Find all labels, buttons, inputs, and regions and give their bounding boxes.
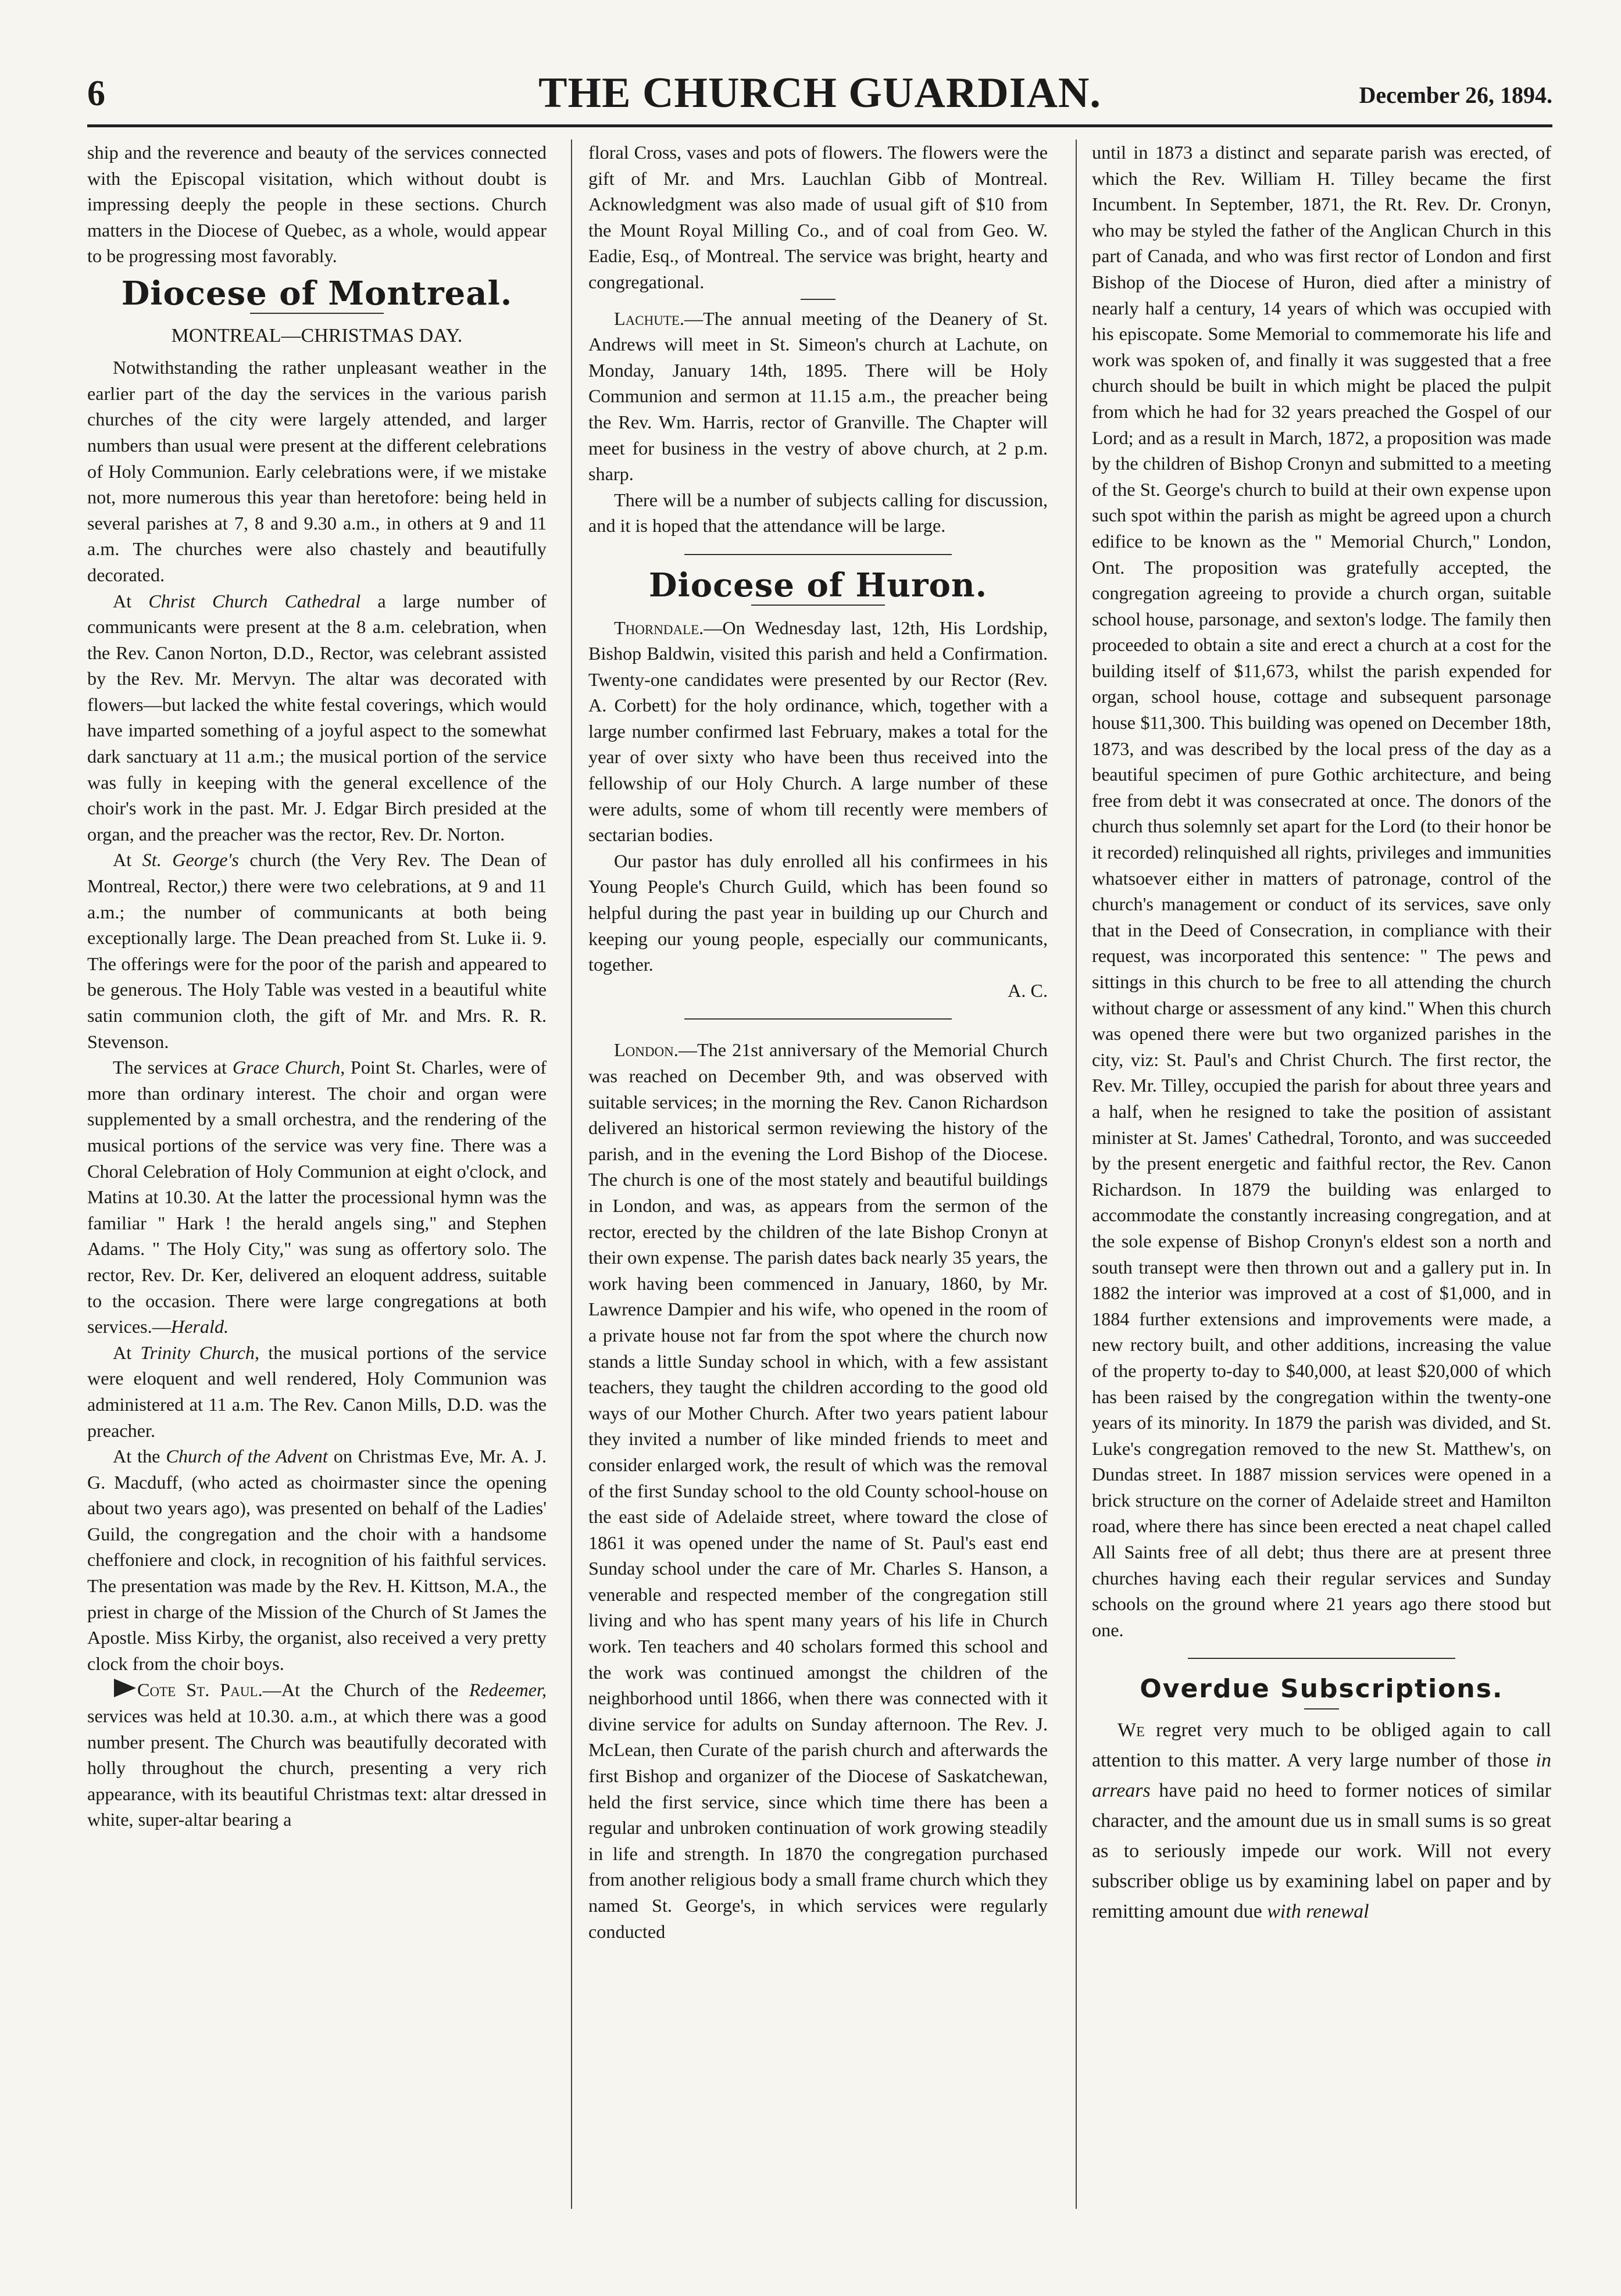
section-heading-huron: Diocese of Huron. <box>648 566 988 605</box>
article-subheading: MONTREAL—CHRISTMAS DAY. <box>171 324 463 346</box>
article-paragraph: Thorndale.—On Wednesday last, 12th, His Lordship, Bishop Baldwin, visited this parish and held a Confirmation. Twenty-one candidates were presented by our Rector (Rev. A. Corbett) for the holy ordinance, which, together with a large number confirmed last February, makes a total for the year of over sixty who have been thus received into the fellowship of our Holy Church. A large number of these were adults, some of whom till recently were members of sectarian bodies. <box>588 617 1048 846</box>
article-paragraph: At Christ Church Cathedral a large number of communicants were present at the 8 a.m. celebration, when the Rev. Canon Norton, D.D., Rector, was celebrant assisted by the Rev. Mr. Mervyn. The altar was decorated with flowers—but lacked the white festal coverings, which would have imparted something of a joyful aspect to the somewhat dark sanctuary at 11 a.m.; the musical portion of the service was fully in keeping with the general excellence of the choir's work in the past. Mr. J. Edgar Birch presided at the organ, and the preacher was the rector, Rev. Dr. Norton. <box>87 590 547 845</box>
article-paragraph: Our pastor has duly enrolled all his confirmees in his Young People's Church Guild, which has been found so helpful during the past year in building up our Church and keeping our young people, especially our communicants, together. <box>588 850 1048 975</box>
article-paragraph: Cote St. Paul.—At the Church of the Redeemer, services was held at 10.30. a.m., at which there was a good number present. The Church was beautifully decorated with holly throughout the church, presenting a very rich appearance, with its beautiful Christmas text: altar dressed in white, super-altar bearing a <box>87 1676 547 1833</box>
masthead-rule <box>87 124 1552 127</box>
place-name: London. <box>614 1039 679 1061</box>
issue-date: December 26, 1894. <box>1359 82 1552 108</box>
article-paragraph: floral Cross, vases and pots of flowers. The flowers were the gift of Mr. and Mrs. Lauchlan Gibb of Montreal. Acknowledgment was also made of usual gift of $10 from the Mount Royal Milling Co., and of coal from Geo. W. Eadie, Esq., of Montreal. The service was bright, hearty and congregational. <box>588 142 1048 292</box>
section-heading-montreal: Diocese of Montreal. <box>121 274 513 313</box>
divider <box>684 554 952 555</box>
article-paragraph: Notwithstanding the rather unpleasant weather in the earlier part of the day the services in the various parish churches of the city were largely attended, and larger numbers than usual were present at the different celebrations of Holy Communion. Early celebrations were, if we mistake not, more numerous this year than heretofore: being held in several parishes at 7, 8 and 9.30 a.m., in others at 9 and 11 a.m. The churches were also chastely and beautifully decorated. <box>87 357 547 585</box>
divider <box>1304 1708 1339 1710</box>
notice-paragraph: We regret very much to be obliged again to call attention to this matter. A very large number of those in arrears have paid no heed to former notices of similar character, and the amount due us in small sums is so great as to seriously impede our work. Will not every subscriber oblige us by examining label on paper and by remitting amount due with renewal <box>1092 1719 1551 1923</box>
column-1 <box>87 140 547 1833</box>
divider <box>684 1018 952 1020</box>
section-heading-overdue-subscriptions: Overdue Subscriptions. <box>1140 1674 1504 1704</box>
article-paragraph: ship and the reverence and beauty of the services connected with the Episcopal visitation, which without doubt is impressing deeply the people in these sections. Church matters in the Diocese of Quebec, as a whole, would appear to be progressing most favorably. <box>87 142 547 267</box>
column-2 <box>588 140 1048 1944</box>
place-name: Lachute. <box>614 307 684 329</box>
masthead <box>87 69 1552 121</box>
article-paragraph: The services at Grace Church, Point St. Charles, were of more than ordinary interest. The choir and organ were supplemented by a small orchestra, and the rendering of the musical portions of the service was very fine. There was a Choral Celebration of Holy Communion at eight o'clock, and Matins at 10.30. At the latter the processional hymn was the familiar " Hark ! the herald angels sing," and Stephen Adams. " The Holy City," was sung as offertory solo. The rector, Rev. Dr. Ker, delivered an eloquent address, suitable to the occasion. There were large congregations at both services.—Herald. <box>87 1057 547 1337</box>
divider <box>1188 1658 1455 1659</box>
divider <box>801 299 836 300</box>
article-paragraph: At the Church of the Advent on Christmas Eve, Mr. A. J. G. Macduff, (who acted as choirmaster since the opening about two years ago), was presented on behalf of the Ladies' Guild, the congregation and the choir with a handsome cheffoniere and clock, in recognition of his faithful services. The presentation was made by the Rev. H. Kittson, M.A., the priest in charge of the Mission of the Church of St James the Apostle. Miss Kirby, the organist, also received a very pretty clock from the choir boys. <box>87 1446 547 1674</box>
article-paragraph: until in 1873 a distinct and separate parish was erected, of which the Rev. William H. Tilley became the first Incumbent. In September, 1871, the Rt. Rev. Dr. Cronyn, who may be styled the father of the Anglican Church in this part of Canada, and who was first rector of London and first Bishop of the Diocese of Huron, died after a ministry of nearly half a century, 14 years of which was occupied with his episcopate. Some Memorial to commemorate his life and work was spoken of, and finally it was suggested that a free church should be built in which might be placed the pulpit from which he had for 32 years preached the Gospel of our Lord; and as a result in March, 1872, a proposition was made by the children of Bishop Cronyn and submitted to a meeting of the St. George's church to build at their own expense upon such spot within the parish as might be agreed upon a church edifice to be known as the " Memorial Church," London, Ont. The proposition was gratefully accepted, the congregation agreeing to provide a church organ, suitable school house, parsonage, and sexton's lodge. The family then proceeded to obtain a site and erect a church at a cost for the building itself of $11,673, whilst the parish expended for organ, school house, cottage and subsequent parsonage house $11,300. This building was opened on December 18th, 1873, and was described by the local press of the day as a beautiful specimen of pure Gothic architecture, and being free from debt it was consecrated at once. The donors of the church thus solemnly set apart for the Lord (to their honor be it recorded) relinquished all rights, privileges and immunities whatsoever either in matters of patronage, control of the church's management or conduct of its services, save only that in the Deed of Consecration, in compliance with their request, was incorporated this sentence: " The pews and sittings in this church to be free to all attending the church without charge or assessment of any kind." When this church was opened there were but two organized parishes in the city, viz: St. Paul's and Christ Church. The first rector, the Rev. Mr. Tilley, occupied the parish for about three years and a half, when he resigned to take the position of assistant minister at St. James' Cathedral, Toronto, and was succeeded by the present energetic and faithful rector, the Rev. Canon Richardson. In 1879 the building was enlarged to accommodate the constantly increasing congregation, and at the sole expense of Bishop Cronyn's eldest son a north and south transept were then thrown out and a gallery put in. In 1882 the interior was improved at a cost of $1,000, and in 1884 further extensions and improvements were made, a new rectory built, and other additions, increasing the value of the property to-day to $40,000, at least $20,000 of which has been raised by the congregation within the twenty-one years of its minority. In 1879 the parish was divided, and St. Luke's congregation removed to the new St. Matthew's, on Dundas street. In 1887 mission services were opened in a brick structure on the corner of Adelaide street and Hamilton road, where there has since been erected a neat chapel called All Saints free of all debt; thus there are at present three churches having each their regular services and Sunday schools on the ground where 21 years ago there stood but one. <box>1092 142 1551 1640</box>
column-3 <box>1092 140 1551 1927</box>
author-signature: A. C. <box>1008 979 1048 1001</box>
place-name: Thorndale. <box>614 617 704 638</box>
article-paragraph: At St. George's church (the Very Rev. The Dean of Montreal, Rector,) there were two celebrations, at 9 and 11 a.m.; the number of communicants at both being exceptionally large. The Dean preached from St. Luke ii. 9. The offerings were for the poor of the parish and appeared to be generous. The Holy Table was vested in a beautiful white satin communion cloth, the gift of Mr. and Mrs. R. R. Stevenson. <box>87 849 547 1052</box>
article-paragraph: There will be a number of subjects calling for discussion, and it is hoped that the attendance will be large. <box>588 489 1048 537</box>
newspaper-title: THE CHURCH GUARDIAN. <box>538 69 1101 117</box>
place-name: Cote St. Paul. <box>137 1679 263 1701</box>
page-number: 6 <box>87 74 105 113</box>
column-rule <box>571 140 572 2209</box>
pointing-hand-icon <box>113 1676 137 1700</box>
column-rule <box>1076 140 1077 2209</box>
article-paragraph: London.—The 21st anniversary of the Memorial Church was reached on December 9th, and was observed with suitable services; in the morning the Rev. Canon Richardson delivered an historical sermon reviewing the history of the parish, and in the evening the Lord Bishop of the Diocese. The church is one of the most stately and beautiful buildings in London, and was, as appears from the sermon of the rector, erected by the children of the late Bishop Cronyn at their own expense. The parish dates back nearly 35 years, the work having been commenced in January, 1860, by Mr. Lawrence Dampier and his wife, who opened in the room of a private house not far from the spot where the church now stands a little Sunday school in which, with a few assistant teachers, they taught the children according to the good old ways of our Mother Church. After two years patient labour they invited a number of like minded friends to meet and consider enlarged work, the result of which was the removal of the first Sunday school to the old County school-house on the east side of Adelaide street, where toward the close of 1861 it was opened under the name of St. Paul's east end Sunday school under the care of Mr. Charles S. Hanson, a venerable and respected member of the congregation still living and who has spent many years of his life in Church work. Ten teachers and 40 scholars formed this school and the work was continued amongst the children of the neighborhood until 1866, when there was connected with it divine service for adults on Sunday afternoon. The Rev. J. McLean, then Curate of the parish church and afterwards the first Bishop and organizer of the Diocese of Saskatchewan, held the first service, since which time there has been a regular and unbroken continuation of work growing steadily in life and strength. In 1870 the congregation purchased from another religious body a small frame church which they named St. George's, in which services were regularly conducted <box>588 1039 1048 1942</box>
article-paragraph: At Trinity Church, the musical portions of the service were eloquent and well rendered, Holy Communion was administered at 11 a.m. The Rev. Canon Mills, D.D. was the preacher. <box>87 1342 547 1441</box>
article-paragraph: Lachute.—The annual meeting of the Deanery of St. Andrews will meet in St. Simeon's church at Lachute, on Monday, January 14th, 1895. There will be Holy Communion and sermon at 11.15 a.m., the preacher being the Rev. Wm. Harris, rector of Granville. The Chapter will meet for business in the vestry of above church, at 2 p.m. sharp. <box>588 307 1048 485</box>
